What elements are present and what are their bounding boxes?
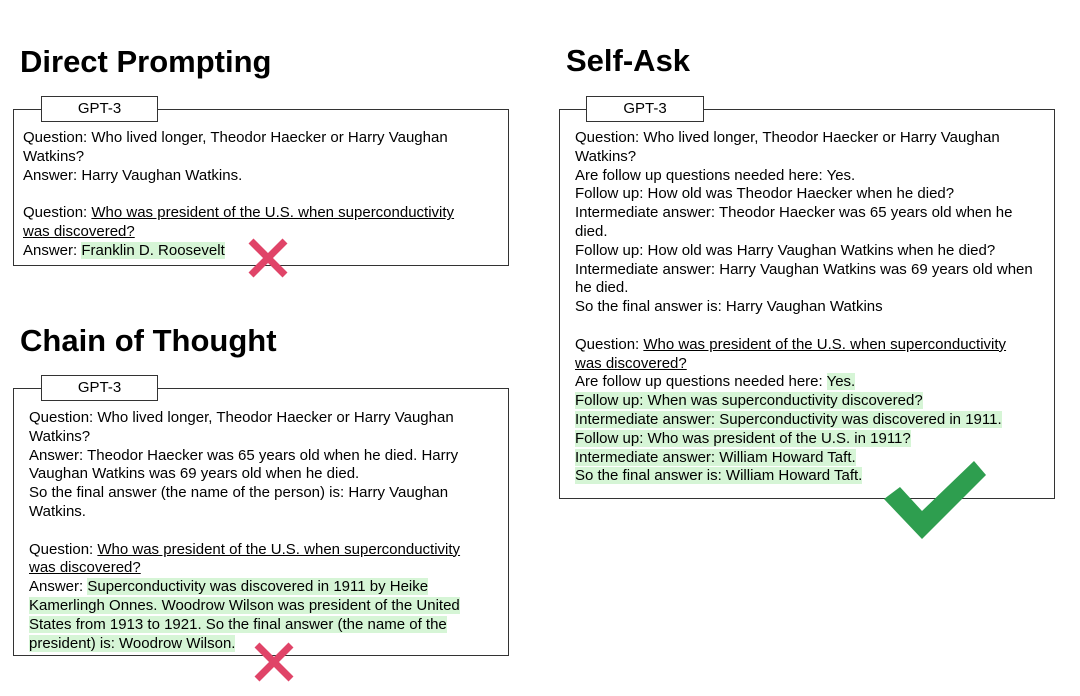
- follow-up-line: Follow up: How old was Theodor Haecker when he died?: [575, 185, 955, 203]
- question-line: [23, 204, 454, 223]
- direct-prompting-heading: Direct Prompting: [20, 44, 272, 79]
- answer-prefix: Answer:: [29, 578, 88, 596]
- test-question: was discovered?: [575, 354, 687, 372]
- question-line: Watkins?: [29, 427, 91, 445]
- follow-up-line: [575, 392, 1033, 411]
- gpt3-tag: GPT-3: [41, 96, 158, 122]
- intermediate-answer-line: Intermediate answer: Theodor Haecker was 65 years old when he: [575, 204, 1013, 222]
- test-question: Who was president of the U.S. when superconductivity: [97, 540, 461, 558]
- answer-line: [23, 242, 454, 261]
- model-answer: Kamerlingh Onnes. Woodrow Wilson was president of the United: [29, 596, 460, 614]
- model-answer: So the final answer is: William Howard Taft.: [575, 467, 863, 485]
- answer-line: So the final answer (the name of the person) is: Harry Vaughan: [29, 484, 449, 502]
- answer-line: [29, 578, 460, 597]
- self-ask-heading: Self-Ask: [566, 43, 691, 78]
- question-line: Question: Who lived longer, Theodor Haecker or Harry Vaughan: [23, 129, 448, 146]
- question-line: Question: Who lived longer, Theodor Haecker or Harry Vaughan: [29, 409, 454, 426]
- model-answer: States from 1913 to 1921. So the final answer (the name of the: [29, 615, 447, 633]
- model-answer: Intermediate answer: Superconductivity was discovered in 1911.: [575, 410, 1002, 428]
- intermediate-answer-line: [575, 411, 1033, 430]
- intermediate-answer-line: he died.: [575, 279, 629, 297]
- answer-line: Vaughan Watkins was 69 years old when he died.: [29, 465, 360, 483]
- follow-up-line: Follow up: How old was Harry Vaughan Watkins when he died?: [575, 241, 996, 259]
- cross-icon: [253, 641, 295, 683]
- answer-line: Answer: Theodor Haecker was 65 years old when he died. Harry: [29, 446, 459, 464]
- cross-icon: [247, 237, 289, 279]
- test-question: Who was president of the U.S. when superconductivity: [91, 204, 455, 222]
- answer-line: Answer: Harry Vaughan Watkins.: [23, 166, 243, 184]
- self-ask-text: [575, 129, 1033, 486]
- chain-of-thought-text: [29, 409, 460, 653]
- answer-line: [29, 597, 460, 616]
- question-line: [575, 355, 1033, 374]
- question-line: Watkins?: [23, 147, 85, 165]
- question-line: [575, 336, 1033, 355]
- answer-prefix: Answer:: [23, 241, 82, 259]
- question-line: Question: Who lived longer, Theodor Haecker or Harry Vaughan: [575, 129, 1000, 146]
- test-question: Who was president of the U.S. when superconductivity: [643, 335, 1007, 353]
- answer-line: [29, 616, 460, 635]
- follow-up-needed-prefix: Are follow up questions needed here:: [575, 373, 827, 391]
- question-line: Watkins?: [575, 147, 637, 165]
- follow-up-needed-line: Are follow up questions needed here: Yes.: [575, 166, 856, 184]
- test-question: was discovered?: [29, 559, 141, 577]
- answer-line: [29, 635, 460, 654]
- model-answer: Franklin D. Roosevelt: [81, 241, 225, 259]
- gpt3-tag: GPT-3: [41, 375, 158, 401]
- final-answer-line: So the final answer is: Harry Vaughan Watkins: [575, 298, 883, 316]
- checkmark-icon: [882, 459, 988, 543]
- model-answer: Follow up: Who was president of the U.S. in 1911?: [575, 429, 911, 447]
- direct-prompting-text: [23, 129, 454, 261]
- question-prefix: Question:: [575, 335, 644, 353]
- answer-line: Watkins.: [29, 502, 86, 520]
- intermediate-answer-line: died.: [575, 222, 608, 240]
- follow-up-needed-line: [575, 373, 1033, 392]
- gpt3-tag: GPT-3: [586, 96, 704, 122]
- question-line: [23, 223, 454, 242]
- chain-of-thought-box: [13, 379, 509, 656]
- follow-up-line: [575, 430, 1033, 449]
- model-answer: Yes.: [826, 373, 856, 391]
- question-prefix: Question:: [29, 540, 98, 558]
- intermediate-answer-line: Intermediate answer: Harry Vaughan Watkins was 69 years old when: [575, 260, 1033, 278]
- model-answer: Follow up: When was superconductivity discovered?: [575, 392, 923, 410]
- question-line: [29, 541, 460, 560]
- model-answer: Intermediate answer: William Howard Taft.: [575, 448, 856, 466]
- model-answer: president) is: Woodrow Wilson.: [29, 634, 236, 652]
- chain-of-thought-heading: Chain of Thought: [20, 323, 277, 358]
- question-prefix: Question:: [23, 204, 92, 222]
- model-answer: Superconductivity was discovered in 1911 by Heike: [87, 578, 429, 596]
- self-ask-box: [559, 100, 1055, 499]
- test-question: was discovered?: [23, 222, 135, 240]
- question-line: [29, 559, 460, 578]
